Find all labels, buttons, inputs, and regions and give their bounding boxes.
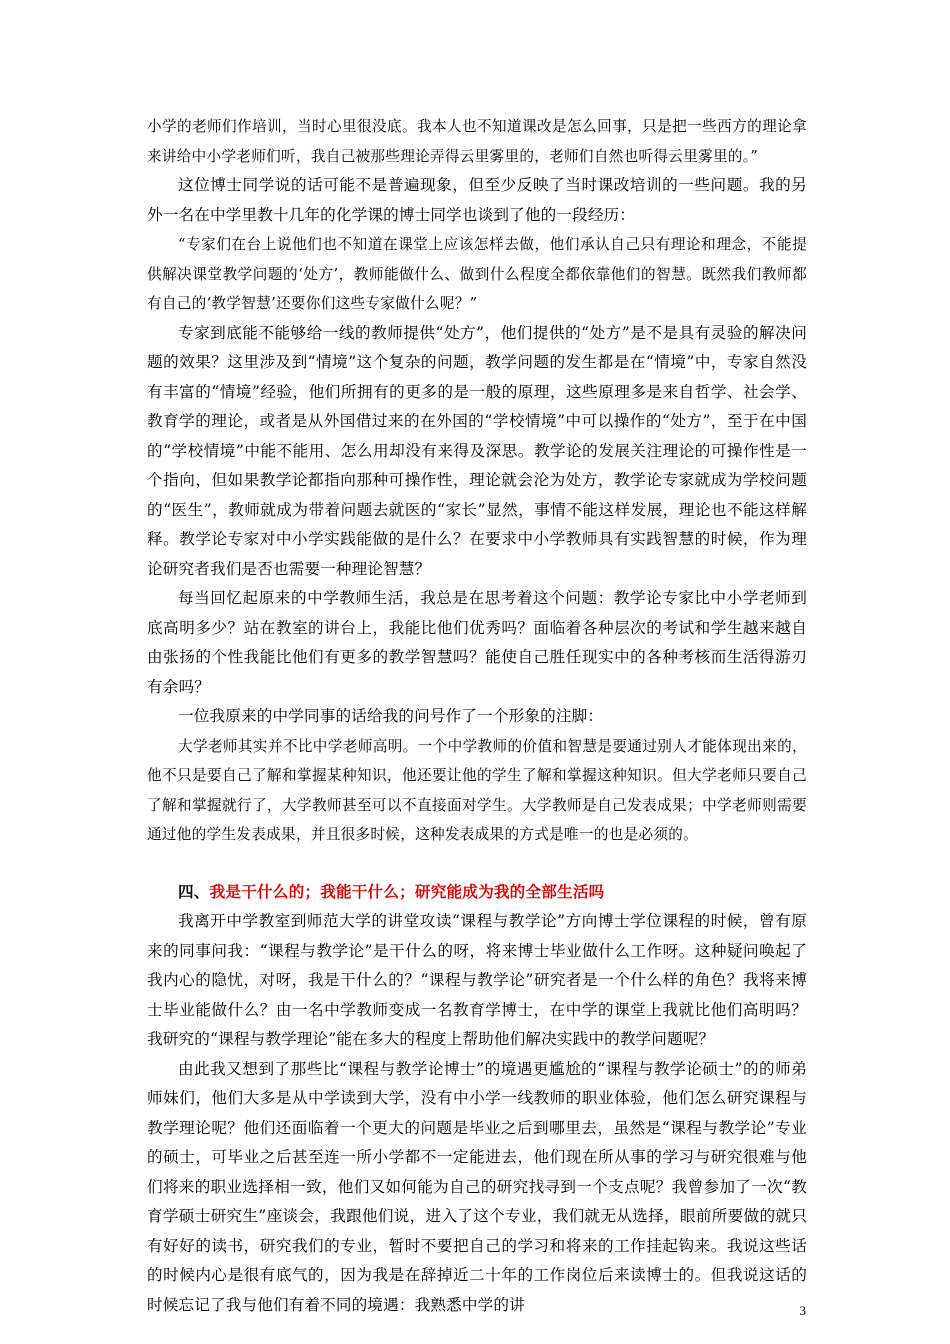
section-title: 我是干什么的；我能干什么；研究能成为我的全部生活吗 xyxy=(209,882,605,901)
paragraph: 由此我又想到了那些比“课程与教学论博士”的境遇更尴尬的“课程与教学论硕士”的的师弟师妹们，他们大多是从中学读到大学，没有中小学一线教师的职业体验，他们怎么研究课程与教学理论呢？他们还面临着一个更大的问题是毕业之后到哪里去，虽然是“课程与教学论”专业的硕士，可毕业之后甚至连一所小学都不一定能进去，他们现在所从事的学习与研究很难与他们将来的职业选择相一致，他们又如何能为自己的研究找寻到一个支点呢？我曾参加了一次“教育学硕士研究生”座谈会，我跟他们说，进入了这个专业，我们就无从选择，眼前所要做的就只有好好的读书，研究我们的专业，暂时不要把自己的学习和将来的工作挂起钩来。我说这些话的时候内心是很有底气的，因为我是在辞掉近二十年的工作岗位后来读博士的。但我说这话的时候忘记了我与他们有着不同的境遇：我熟悉中学的讲 xyxy=(147,1059,807,1314)
text-block-top xyxy=(147,112,807,850)
paragraph: 每当回忆起原来的中学教师生活，我总是在思考着这个问题：教学论专家比中小学老师到底高明多少？站在教室的讲台上，我能比他们优秀吗？面临着各种层次的考试和学生越来越自由张扬的个性我能比他们有更多的教学智慧吗？能使自己胜任现实中的各种考核而生活得游刃有余吗？ xyxy=(147,589,807,696)
paragraph: 我离开中学教室到师范大学的讲堂攻读“课程与教学论”方向博士学位课程的时候，曾有原来的同事问我：“课程与教学论”是干什么的呀，将来博士毕业做什么工作呀。这种疑问唤起了我内心的隐忧，对呀，我是干什么的？“课程与教学论”研究者是一个什么样的角色？我将来博士毕业能做什么？由一名中学教师变成一名教育学博士，在中学的课堂上我就比他们高明吗？我研究的“课程与教学理论”能在多大的程度上帮助他们解决实践中的教学问题呢？ xyxy=(147,912,807,1048)
text-block-bottom xyxy=(147,907,807,1320)
section-number: 四、 xyxy=(178,882,210,901)
paragraph: 这位博士同学说的话可能不是普遍现象，但至少反映了当时课改培训的一些问题。我的另外一名在中学里教十几年的化学课的博士同学也谈到了他的一段经历： xyxy=(147,176,807,224)
paragraph: 一位我原来的中学同事的话给我的问号作了一个形象的注脚： xyxy=(178,707,604,725)
paragraph: 大学老师其实并不比中学老师高明。一个中学教师的价值和智慧是要通过别人才能体现出来的，他不只是要自己了解和掌握某种知识，他还要让他的学生了解和掌握这种知识。但大学老师只要自己了解和掌握就行了，大学教师甚至可以不直接面对学生。大学教师是自己发表成果；中学老师则需要通过他的学生发表成果，并且很多时候，这种发表成果的方式是唯一的也是必须的。 xyxy=(147,737,807,843)
paragraph: “专家们在台上说他们也不知道在课堂上应该怎样去做，他们承认自己只有理论和理念，不能提供解决课堂教学问题的‘处方’，教师能做什么、做到什么程度全都依靠他们的智慧。既然我们教师都有自己的‘教学智慧’还要你们这些专家做什么呢？” xyxy=(147,236,807,312)
paragraph: 专家到底能不能够给一线的教师提供“处方”，他们提供的“处方”是不是具有灵验的解决问题的效果？这里涉及到“情境”这个复杂的问题，教学问题的发生都是在“情境”中，专家自然没有丰富的“情境”经验，他们所拥有的更多的是一般的原理，这些原理多是来自哲学、社会学、教育学的理论，或者是从外国借过来的在外国的“学校情境”中可以操作的“处方”，至于在中国的“学校情境”中能不能用、怎么用却没有来得及深思。教学论的发展关注理论的可操作性是一个指向，但如果教学论都指向那种可操作性，理论就会沦为处方，教学论专家就成为学校问题的“医生”，教师就成为带着问题去就医的“家长”显然，事情不能这样发展，理论也不能这样解释。教学论专家对中小学实践能做的是什么？在要求中小学教师具有实践智慧的时候，作为理论研究者我们是否也需要一种理论智慧？ xyxy=(147,323,807,578)
paragraph: 小学的老师们作培训，当时心里很没底。我本人也不知道课改是怎么回事，只是把一些西方的理论拿来讲给中小学老师们听，我自己被那些理论弄得云里雾里的，老师们自然也听得云里雾里的。” xyxy=(147,118,807,165)
document-body xyxy=(147,112,807,1320)
page-number: 3 xyxy=(799,1303,806,1318)
section-heading xyxy=(147,878,807,908)
